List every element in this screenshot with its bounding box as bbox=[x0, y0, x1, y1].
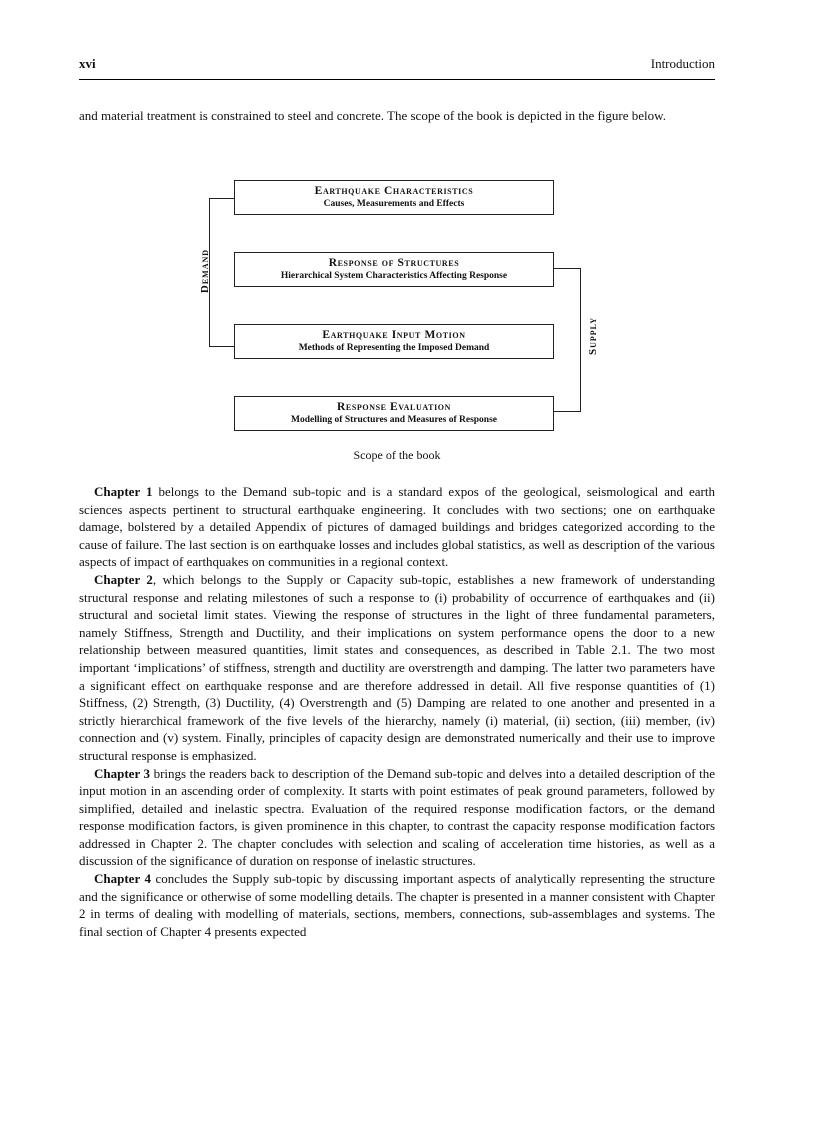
chapter-4-lead: Chapter 4 bbox=[94, 871, 151, 887]
box-subtitle: Modelling of Structures and Measures of Response bbox=[290, 415, 497, 425]
box-title: Earthquake Characteristics bbox=[314, 185, 474, 197]
paragraph-chapter-3 bbox=[79, 765, 715, 871]
paragraph-text: concludes the Supply sub-topic by discussing important aspects of analytically representing the structure and the significance or otherwise of some modelling details. The chapter is presented in a manner consistent with Chapter 2 in terms of dealing with modelling of materials, sections, members, connections, sub-assemblages and systems. The final section of Chapter 4 presents expected bbox=[79, 871, 715, 939]
page-number: xvi bbox=[79, 56, 96, 71]
demand-label: Demand bbox=[199, 248, 211, 294]
chapter-1-lead: Chapter 1 bbox=[94, 484, 153, 499]
box-title: Earthquake Input Motion bbox=[322, 329, 466, 341]
supply-label: Supply bbox=[587, 316, 599, 356]
box-subtitle: Causes, Measurements and Effects bbox=[323, 199, 465, 209]
box-subtitle: Methods of Representing the Imposed Demand bbox=[298, 343, 490, 353]
supply-bracket-vertical bbox=[580, 268, 581, 411]
box-title: Response of Structures bbox=[328, 257, 460, 269]
paragraph-chapter-2 bbox=[79, 571, 715, 765]
demand-bracket-top bbox=[209, 198, 234, 199]
box-subtitle: Hierarchical System Characteristics Affecting Response bbox=[280, 271, 508, 281]
box-earthquake-characteristics bbox=[234, 180, 554, 215]
paragraph-chapter-1 bbox=[79, 483, 715, 571]
body-text bbox=[79, 483, 715, 940]
paragraph-text: , which belongs to the Supply or Capacity sub-topic, establishes a new framework of understanding structural response and relating milestones of such a response to (i) probability of occurrence of earthquakes and (ii) structural and societal limit states. Viewing the response of structures in the light of three fundamental parameters, namely Stiffness, Strength and Ductility, and their implications on system performance opens the door to a new relationship between measured quantities, limit states and consequences, as described in Table 2.1. The two most important ‘implications’ of stiffness, strength and ductility are overstrength and damping. The latter two parameters have a significant effect on earthquake response and are therefore addressed in detail. All five response quantities of (1) Stiffness, (2) Strength, (3) Ductility, (4) Overstrength and (5) Damping are related to one another and presented in a strictly hierarchical framework of the five levels of the hierarchy, namely (i) material, (ii) section, (iii) member, (iv) connection and (v) system. Finally, principles of capacity design are demonstrated numerically and their use to improve structural response is emphasized. bbox=[79, 571, 715, 763]
chapter-2-lead: Chapter 2 bbox=[94, 571, 153, 587]
scope-figure bbox=[0, 0, 816, 470]
paragraph-chapter-4 bbox=[79, 870, 715, 940]
demand-bracket-bottom bbox=[209, 346, 234, 347]
supply-bracket-bottom bbox=[554, 411, 581, 412]
intro-paragraph: and material treatment is constrained to steel and concrete. The scope of the book is depicted in the figure below. bbox=[79, 108, 666, 123]
box-earthquake-input-motion bbox=[234, 324, 554, 359]
supply-bracket-top bbox=[554, 268, 580, 269]
paragraph-text: belongs to the Demand sub-topic and is a standard expos of the geological, seismological and earth sciences aspects pertinent to structural earthquake engineering. It concludes with two sections; one on earthquake damage, bolstered by a detailed Appendix of pictures of damaged buildings and bridges categorized according to the cause of failure. The last section is on earthquake losses and includes global statistics, as well as description of the various aspects of impact of earthquakes on communities in a regional context. bbox=[79, 484, 715, 570]
running-title: Introduction bbox=[650, 56, 715, 71]
box-response-evaluation bbox=[234, 396, 554, 431]
box-response-of-structures bbox=[234, 252, 554, 287]
box-title: Response Evaluation bbox=[337, 401, 451, 413]
figure-caption: Scope of the book bbox=[353, 448, 441, 462]
chapter-3-lead: Chapter 3 bbox=[94, 765, 151, 781]
paragraph-text: brings the readers back to description of the Demand sub-topic and delves into a detailed description of the input motion in an ascending order of complexity. It starts with point estimates of peak ground parameters, followed by simplified, detailed and inelastic spectra. Evaluation of the required response modification factors, or the demand response modification factors, is given prominence in this chapter, to contrast the capacity response modification factors addressed in Chapter 2. The chapter concludes with selection and scaling of acceleration time histories, as well as a discussion of the significance of duration on response of inelastic structures. bbox=[79, 765, 716, 869]
